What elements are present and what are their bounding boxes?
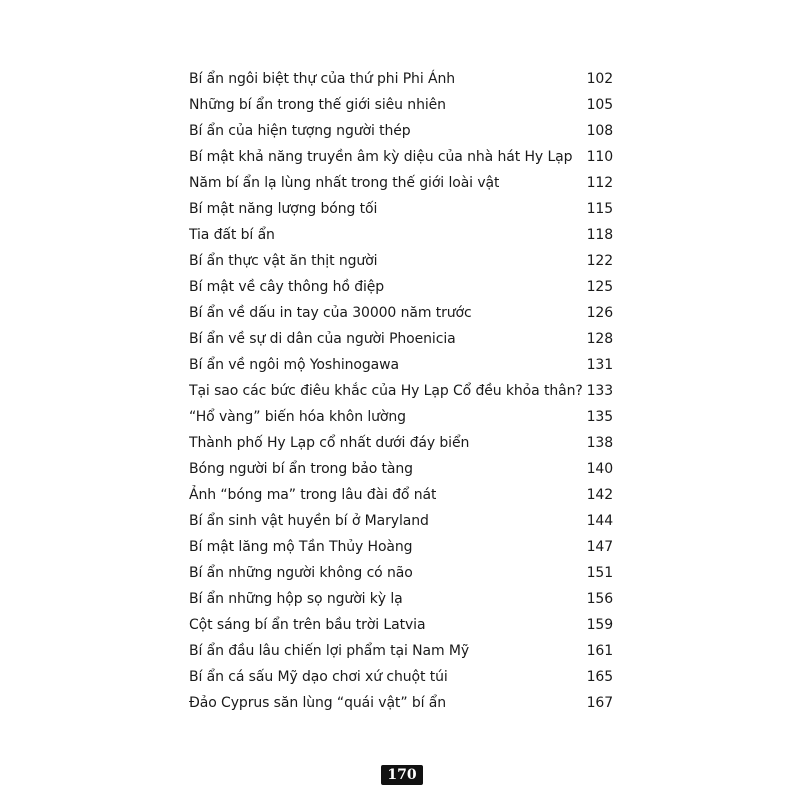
toc-entry-page: 128 — [586, 331, 613, 347]
toc-entry-page: 122 — [586, 253, 613, 269]
toc-entry-title: Bí ẩn cá sấu Mỹ dạo chơi xứ chuột túi — [189, 669, 448, 685]
toc-entry-page: 108 — [586, 123, 613, 139]
toc-entry-title: Bóng người bí ẩn trong bảo tàng — [189, 461, 413, 477]
toc-entry — [189, 92, 613, 118]
toc-entry — [189, 430, 613, 456]
toc-entry — [189, 664, 613, 690]
toc-entry-page: 133 — [586, 383, 613, 399]
toc-entry-page: 151 — [586, 565, 613, 581]
toc-entry — [189, 222, 613, 248]
page-number-badge: 170 — [381, 765, 423, 785]
toc-entry-page: 102 — [586, 71, 613, 87]
toc-entry-title: Bí mật năng lượng bóng tối — [189, 201, 378, 217]
toc-entry-page: 125 — [586, 279, 613, 295]
toc-entry-page: 140 — [586, 461, 613, 477]
toc-entry-page: 147 — [586, 539, 613, 555]
toc-entry-page: 112 — [586, 175, 613, 191]
toc-entry — [189, 456, 613, 482]
toc-entry-title: Bí mật lăng mộ Tần Thủy Hoàng — [189, 539, 413, 555]
toc-entry — [189, 352, 613, 378]
toc-entry-title: Thành phố Hy Lạp cổ nhất dưới đáy biển — [189, 435, 470, 451]
toc-entry-page: 126 — [586, 305, 613, 321]
toc-entry-page: 118 — [586, 227, 613, 243]
toc-entry — [189, 326, 613, 352]
toc-entry-title: Bí ẩn những người không có não — [189, 565, 413, 581]
toc-entry — [189, 274, 613, 300]
toc-entry-title: Bí mật về cây thông hồ điệp — [189, 279, 385, 295]
toc-entry-title: “Hổ vàng” biến hóa khôn lường — [189, 409, 406, 425]
toc-entry-title: Bí ẩn thực vật ăn thịt người — [189, 253, 378, 269]
toc-entry-page: 165 — [586, 669, 613, 685]
toc-entry-title: Bí ẩn đầu lâu chiến lợi phẩm tại Nam Mỹ — [189, 643, 470, 659]
table-of-contents — [189, 66, 613, 716]
toc-entry-title: Bí ẩn của hiện tượng người thép — [189, 123, 411, 139]
toc-entry-title: Những bí ẩn trong thế giới siêu nhiên — [189, 97, 446, 113]
toc-entry-page: 167 — [586, 695, 613, 711]
toc-entry-title: Tại sao các bức điêu khắc của Hy Lạp Cổ đều khỏa thân? — [189, 383, 583, 399]
toc-entry — [189, 404, 613, 430]
toc-entry — [189, 534, 613, 560]
toc-entry — [189, 482, 613, 508]
toc-entry-page: 115 — [586, 201, 613, 217]
toc-entry-title: Năm bí ẩn lạ lùng nhất trong thế giới loài vật — [189, 175, 500, 191]
toc-entry-title: Cột sáng bí ẩn trên bầu trời Latvia — [189, 617, 426, 633]
toc-entry-title: Tia đất bí ẩn — [189, 227, 275, 243]
toc-entry — [189, 612, 613, 638]
toc-entry-title: Bí ẩn về dấu in tay của 30000 năm trước — [189, 305, 472, 321]
toc-entry-page: 144 — [586, 513, 613, 529]
toc-entry-title: Bí ẩn về ngôi mộ Yoshinogawa — [189, 357, 399, 373]
toc-entry — [189, 118, 613, 144]
toc-entry — [189, 508, 613, 534]
toc-entry — [189, 196, 613, 222]
toc-entry-title: Bí ẩn sinh vật huyền bí ở Maryland — [189, 513, 429, 529]
toc-entry-title: Bí mật khả năng truyền âm kỳ diệu của nhà hát Hy Lạp — [189, 149, 573, 165]
toc-entry-title: Đảo Cyprus săn lùng “quái vật” bí ẩn — [189, 695, 446, 711]
toc-entry-page: 161 — [586, 643, 613, 659]
toc-entry-page: 156 — [586, 591, 613, 607]
toc-entry-page: 131 — [586, 357, 613, 373]
toc-entry-page: 138 — [586, 435, 613, 451]
toc-entry — [189, 170, 613, 196]
toc-entry-page: 142 — [586, 487, 613, 503]
toc-entry — [189, 560, 613, 586]
toc-entry-title: Ảnh “bóng ma” trong lâu đài đổ nát — [189, 487, 437, 503]
toc-entry — [189, 586, 613, 612]
toc-entry-page: 135 — [586, 409, 613, 425]
toc-entry-page: 105 — [586, 97, 613, 113]
toc-entry-title: Bí ẩn ngôi biệt thự của thứ phi Phi Ánh — [189, 71, 455, 87]
toc-entry-page: 159 — [586, 617, 613, 633]
toc-entry-title: Bí ẩn về sự di dân của người Phoenicia — [189, 331, 456, 347]
toc-entry — [189, 378, 613, 404]
toc-entry — [189, 248, 613, 274]
toc-entry — [189, 638, 613, 664]
toc-entry — [189, 144, 613, 170]
toc-entry-title: Bí ẩn những hộp sọ người kỳ lạ — [189, 591, 403, 607]
toc-entry — [189, 690, 613, 716]
toc-entry-page: 110 — [586, 149, 613, 165]
toc-entry — [189, 66, 613, 92]
toc-entry — [189, 300, 613, 326]
